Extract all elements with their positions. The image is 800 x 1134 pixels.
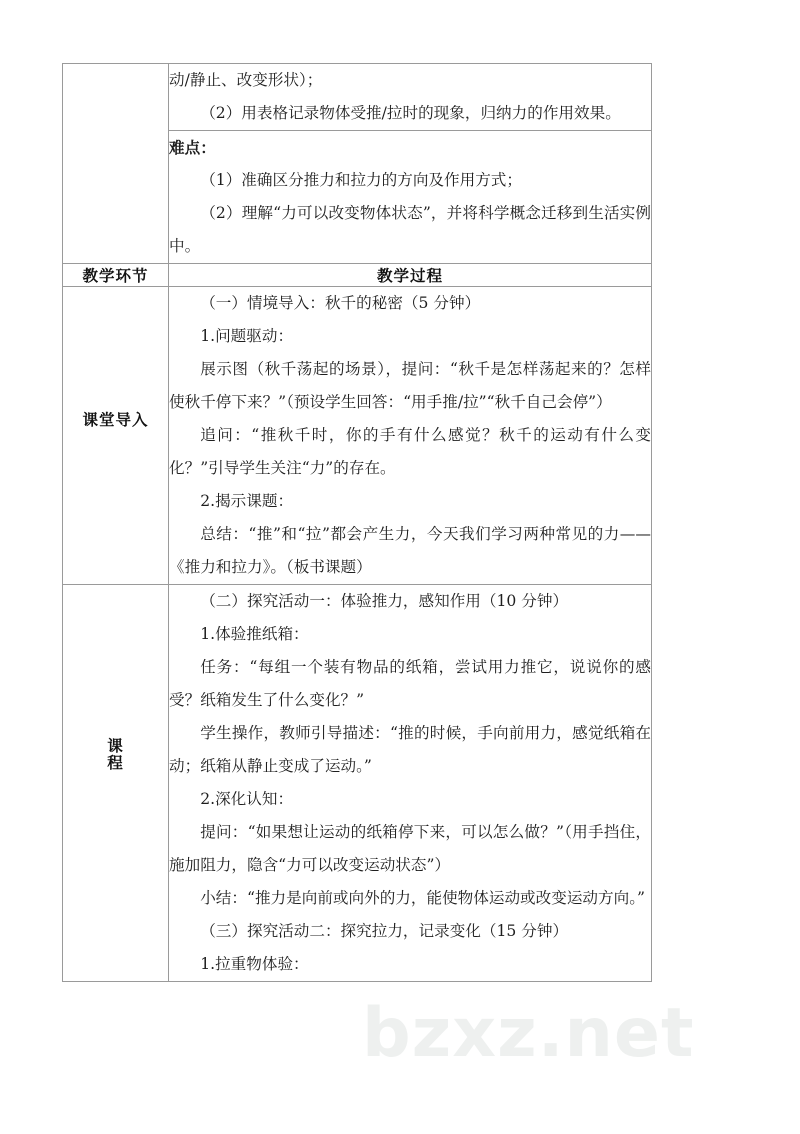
stage-cell-course-process bbox=[63, 585, 169, 982]
objectives-item-2: （2）用表格记录物体受推/拉时的现象，归纳力的作用效果。 bbox=[200, 104, 621, 122]
stage-label-class-introduction: 课堂导入 bbox=[82, 410, 149, 429]
header-process-label: 教学过程 bbox=[169, 264, 652, 287]
paragraph: 提问：“如果想让运动的纸箱停下来，可以怎么做？”（用手挡住，施加阻力，隐含“力可以改变运动状态”） bbox=[169, 823, 651, 874]
stage-label-course-char-1: 课 bbox=[107, 736, 124, 755]
table-row-objectives-continued bbox=[63, 64, 652, 131]
table-header-row bbox=[63, 264, 652, 287]
site-watermark: bzxz.net bbox=[362, 994, 695, 1073]
header-stage-label: 教学环节 bbox=[63, 264, 169, 287]
paragraph: 1.问题驱动： bbox=[200, 327, 294, 345]
paragraph: （三）探究活动二：探究拉力，记录变化（15 分钟） bbox=[200, 922, 569, 940]
lesson-plan-table bbox=[62, 63, 652, 982]
stage-cell-empty bbox=[63, 64, 169, 264]
paragraph: 总结：“推”和“拉”都会产生力，今天我们学习两种常见的力——《推力和拉力》。（板书课题） bbox=[169, 525, 651, 576]
paragraph: 展示图（秋千荡起的场景），提问：“秋千是怎样荡起来的？怎样使秋千停下来？”（预设学生回答：“用手推/拉”“秋千自己会停”） bbox=[169, 360, 651, 411]
paragraph: （一）情境导入：秋千的秘密（5 分钟） bbox=[200, 294, 481, 312]
objectives-continued-line: 动/静止、改变形状）； bbox=[169, 71, 323, 89]
paragraph: 1.体验推纸箱： bbox=[200, 625, 309, 643]
objectives-continued-cell bbox=[169, 64, 652, 131]
table-row-class-introduction bbox=[63, 287, 652, 585]
difficulty-item-1: （1）准确区分推力和拉力的方向及作用方式； bbox=[200, 171, 522, 189]
paragraph: 2.深化认知： bbox=[200, 790, 294, 808]
paragraph: 学生操作，教师引导描述：“推的时候，手向前用力，感觉纸箱在动；纸箱从静止变成了运动。” bbox=[169, 724, 651, 775]
difficulty-title: 难点： bbox=[169, 138, 216, 157]
paragraph: （二）探究活动一：体验推力，感知作用（10 分钟） bbox=[200, 592, 569, 610]
course-process-content bbox=[169, 585, 652, 982]
difficulty-item-2: （2）理解“力可以改变物体状态”，并将科学概念迁移到生活实例中。 bbox=[169, 204, 651, 255]
stage-cell-class-introduction bbox=[63, 287, 169, 585]
paragraph: 2.揭示课题： bbox=[200, 492, 294, 510]
difficulty-cell bbox=[169, 131, 652, 264]
paragraph: 1.拉重物体验： bbox=[200, 955, 309, 973]
paragraph: 小结：“推力是向前或向外的力，能使物体运动或改变运动方向。” bbox=[200, 889, 645, 907]
paragraph: 任务：“每组一个装有物品的纸箱，尝试用力推它，说说你的感受？纸箱发生了什么变化？” bbox=[169, 658, 651, 709]
class-introduction-content bbox=[169, 287, 652, 585]
paragraph: 追问：“推秋千时，你的手有什么感觉？秋千的运动有什么变化？”引导学生关注“力”的存在。 bbox=[169, 426, 651, 477]
table-row-course-process bbox=[63, 585, 652, 982]
stage-label-course-char-2: 程 bbox=[107, 753, 124, 773]
